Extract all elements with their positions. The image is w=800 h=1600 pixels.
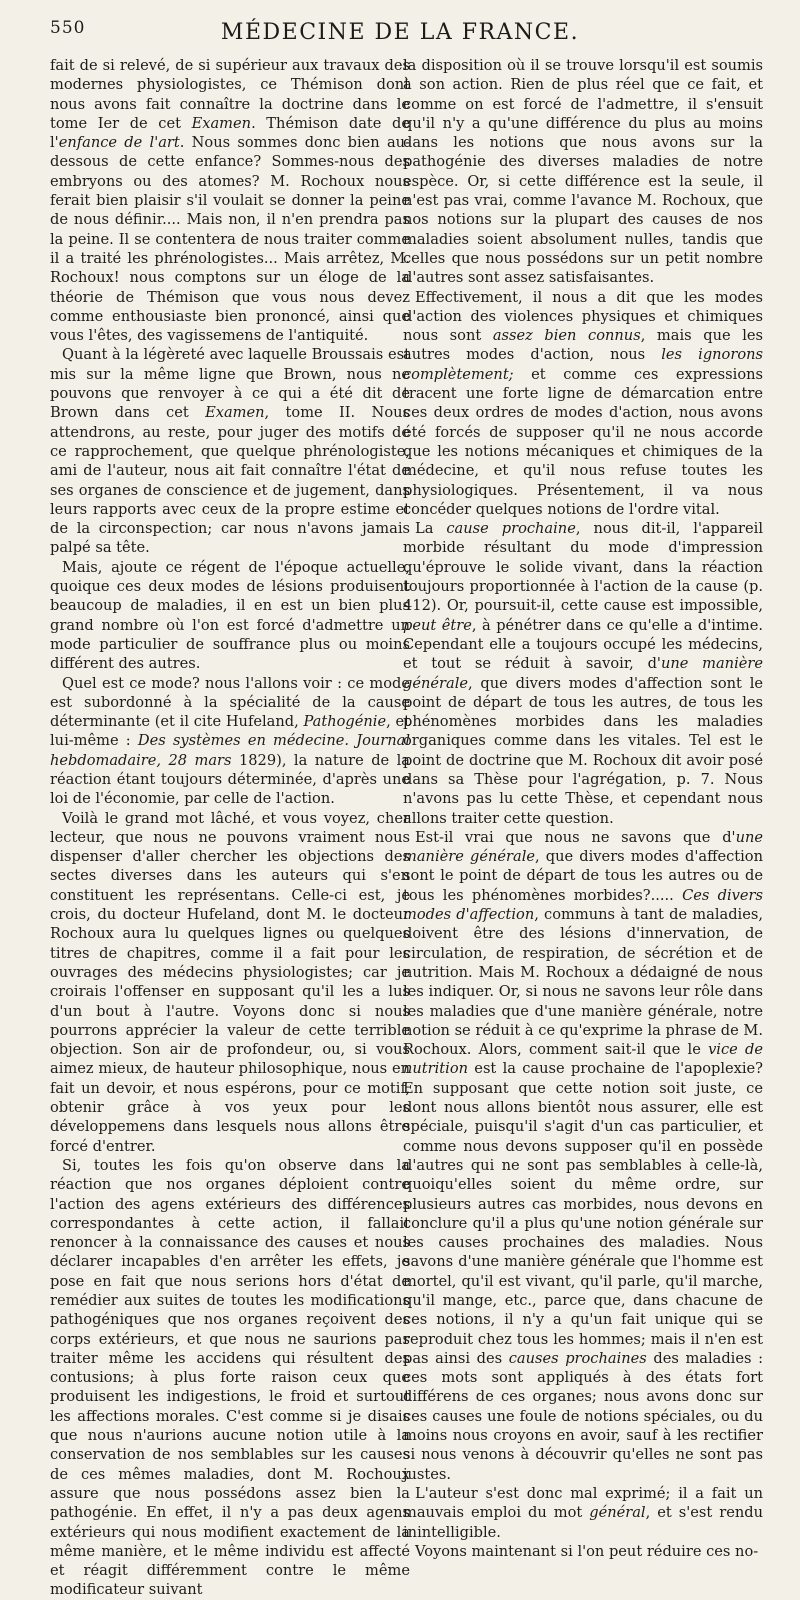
- text-run: Effectivement, il nous a dit que les modes d'action des violences physiques et chimiques nous sont: [403, 288, 763, 345]
- text-run: , que divers modes d'affection sont le point de départ de tous les autres ou de tous les phénomènes morbides?.....: [403, 848, 763, 904]
- paragraph: [50, 674, 410, 809]
- text-run: , à pénétrer dans ce qu'elle a d'intime. Cependant elle a toujours occupé les médecins, et tout se réduit à savoir, d': [403, 616, 763, 673]
- italic-text: Pathogénie: [303, 713, 387, 731]
- text-run: , nous dit-il, l'appareil morbide résultant du mode d'impression qu'éprouve le solide vivant, dans la réaction toujours proportionnée à l'action de la cause (p. 412). Or, poursuit-il, cette cause est impossible,: [403, 520, 763, 615]
- paragraph: [50, 809, 410, 1156]
- text-run: Voyons maintenant si l'on peut réduire ces no-: [415, 1542, 759, 1560]
- italic-text: Examen: [191, 114, 252, 132]
- paragraph: [50, 1156, 410, 1600]
- page-number: 550: [50, 18, 86, 38]
- paragraph: [50, 558, 410, 674]
- paragraph: [50, 345, 410, 557]
- text-run: est la cause prochaine de l'apoplexie? En supposant que cette notion soit juste, ce dont nous allons bientôt nous assurer, elle est spéciale, puisqu'il s'agit d'un cas particulier, et comme nous devons supposer qu'il en possède d'autres qui ne sont pas semblables à celle-là, quoiqu'elles soient du même ordre, sur plusieurs autres cas morbides, nous devons en conclure qu'il a plus qu'une notion générale sur les causes prochaines des maladies. Nous savons d'une manière générale que l'homme est mortel, qu'il est vivant, qu'il parle, qu'il marche, qu'il mange, etc., parce que, dans chacune de ces notions, il n'y a qu'un fait unique qui se reproduit chez tous les hommes; mais il n'en est pas ainsi des: [403, 1060, 763, 1367]
- text-run: , que divers modes d'affection sont le point de départ de tous les autres, de tous les phénomènes morbides dans les maladies organiques comme dans les vitales. Tel est le point de doctrine que M. Rochoux dit avoir posé dans sa Thèse pour l'agrégation, p. 7. Nous n'avons pas lu cette Thèse, et cependant nous allons traiter cette question.: [403, 674, 763, 827]
- text-run: , tome II. Nous attendrons, au reste, pour juger des motifs de ce rapprochement, que quelque phrénologiste, ami de l'auteur, nous ait fait connaître l'état de ses organes de conscience et de jugement, dans leurs rapports avec ceux de la propre estime et de la circonspection; car nous n'avons jamais palpé sa tête.: [50, 404, 411, 557]
- paragraph: [403, 828, 763, 1484]
- italic-text: une manière générale: [403, 828, 763, 866]
- italic-text: les ignorons complètement;: [403, 346, 763, 383]
- text-run: la disposition où il se trouve lorsqu'il est soumis à son action. Rien de plus réel que ce fait, et comme on est forcé de l'admettre, il s'ensuit qu'il n'y a qu'une différence du plus au moins dans les notions que nous avons sur la pathogénie des diverses maladies de notre espèce. Or, si cette différence est la seule, il n'est pas vrai, comme l'avance M. Rochoux, que nos notions sur la plupart des causes de nos maladies soient absolument nulles, tandis que celles que nous possédons sur un petit nombre d'autres sont assez satisfaisantes.: [403, 57, 763, 287]
- italic-text: assez bien connus: [492, 327, 641, 345]
- left-text-column: [50, 56, 410, 1600]
- text-run: fait de si relevé, de si supérieur aux travaux des modernes physiologistes, ce Thémison dont nous avons fait connaître la doctrine dans le tome Ier de cet: [50, 57, 410, 132]
- italic-text: vice de nutrition: [403, 1041, 763, 1078]
- italic-text: général: [589, 1504, 646, 1522]
- text-run: 1829), la nature de la réaction étant toujours déterminée, d'après une loi de l'économie, par celle de l'action.: [50, 751, 411, 808]
- italic-text: cause prochaine: [446, 520, 576, 538]
- text-run: Quant à la légèreté avec laquelle Broussais est mis sur la même ligne que Brown, nous ne pouvons que renvoyer à ce qui a été dit de Brown dans cet: [50, 346, 410, 422]
- paragraph: [403, 519, 763, 828]
- running-head: MÉDECINE DE LA FRANCE.: [220, 20, 580, 45]
- text-run: Mais, ajoute ce régent de l'époque actuelle, quoique ces deux modes de lésions produisent beaucoup de maladies, il en est un bien plus grand nombre où l'on est forcé d'admettre un mode particulier de souffrance plus ou moins différent des autres.: [50, 558, 410, 673]
- paragraph: [50, 56, 410, 345]
- italic-text: une manière générale: [403, 655, 764, 692]
- italic-text: Ces divers modes d'affection: [403, 886, 763, 924]
- italic-text: causes prochaines: [508, 1349, 647, 1367]
- text-run: . Thémison date de l': [50, 114, 410, 152]
- italic-text: enfance de l'art: [58, 134, 180, 152]
- right-text-column: [403, 56, 763, 1561]
- text-run: . Nous sommes donc bien au-dessous de cette enfance? Sommes-nous des embryons ou des atomes? M. Rochoux nous ferait bien plaisir s'il voulait se donner la peine de nous définir.... Mais non, il n'en prendra pas la peine. Il se contentera de nous traiter comme il a traité les phrénologistes... Mais arrêtez, M. Rochoux! nous comptons sur un éloge de la théorie de Thémison que vous nous devez comme enthousiaste bien prononcé, ainsi que vous l'êtes, des vagissemens de l'antiquité.: [50, 134, 411, 345]
- text-run: Est-il vrai que nous ne savons que d': [415, 828, 736, 846]
- paragraph: [403, 1484, 763, 1542]
- text-run: , et s'est rendu inintelligible.: [403, 1504, 763, 1541]
- text-run: , et lui-même :: [50, 713, 410, 750]
- text-run: et comme ces expressions tracent une forte ligne de démarcation entre ces deux ordres de modes d'action, nous avons été forcés de supposer qu'il ne nous accorde que les notions mécaniques et chimiques de la médecine, et qu'il nous refuse toutes les physiologiques. Présentement, il va nous concéder quelques notions de l'ordre vital.: [403, 365, 763, 518]
- text-run: , mais que les autres modes d'action, nous: [403, 327, 763, 364]
- text-run: L'auteur s'est donc mal exprimé; il a fait un mauvais emploi du mot: [403, 1484, 763, 1522]
- italic-text: Des systèmes en médecine. Journal hebdomadaire, 28 mars: [50, 732, 410, 769]
- text-run: Voilà le grand mot lâché, et vous voyez, cher lecteur, que nous ne pouvons vraiment nous dispenser d'aller chercher les objections des sectes diverses dans les auteurs qui s'en constituent les représentans. Celle-ci est, je crois, du docteur Hufeland, dont M. le docteur Rochoux aura lu quelques lignes ou quelques titres de chapitres, comme il a fait pour les ouvrages des médecins physiologistes; car je croirais l'offenser en supposant qu'il les a lus d'un bout à l'autre. Voyons donc si nous pourrons apprécier la valeur de cette terrible objection. Son air de profondeur, ou, si vous aimez mieux, de hauteur philosophique, nous en fait un devoir, et nous espérons, pour ce motif, obtenir grâce à vos yeux pour les développemens dans lesquels nous allons être forcé d'entrer.: [50, 809, 410, 1155]
- text-run: Quel est ce mode? nous l'allons voir : ce mode est subordonné à la spécialité de la cause déterminante (et il cite Hufeland,: [50, 674, 410, 731]
- text-run: Si, toutes les fois qu'on observe dans la réaction que nos organes déploient contre l'action des agens extérieurs des différences correspondantes à cette action, il fallait renoncer à la connaissance des causes et nous déclarer incapables d'en arrêter les effets, je pose en fait que nous serions hors d'état de remédier aux suites de toutes les modifications pathogéniques que nos organes reçoivent des corps extérieurs, et que nous ne saurions pas traiter même les accidens qui résultent des contusions; à plus forte raison ceux que produisent les indigestions, le froid et surtout les affections morales. C'est comme si je disais que nous n'aurions aucune notion utile à la conservation de nos semblables sur les causes de ces mêmes maladies, dont M. Rochoux assure que nous possédons assez bien la pathogénie. En effet, il n'y a pas deux agens extérieurs qui nous modifient exactement de la même manière, et le même individu est affecté et réagit différemment contre le même modificateur suivant: [50, 1156, 410, 1599]
- italic-text: peut être: [403, 616, 472, 634]
- page-header: [0, 14, 800, 48]
- paragraph: [403, 288, 763, 520]
- text-run: , communs à tant de maladies, doivent être des lésions d'innervation, de circulation, de respiration, de sécrétion et de nutrition. Mais M. Rochoux a dédaigné de nous les indiquer. Or, si nous ne savons leur rôle dans les maladies que d'une manière générale, notre notion se réduit à ce qu'exprime la phrase de M. Rochoux. Alors, comment sait-il que le: [403, 906, 763, 1059]
- text-run: La: [415, 520, 447, 538]
- paragraph: [403, 1542, 763, 1561]
- text-run: des maladies : ces mots sont appliqués à des états fort différens de ces organes; nous avons donc sur ces causes une foule de notions spéciales, ou du moins nous croyons en avoir, sauf à les rectifier si nous venons à découvrir qu'elles ne sont pas justes.: [403, 1349, 763, 1483]
- italic-text: Examen: [205, 404, 265, 422]
- paragraph: [403, 56, 763, 288]
